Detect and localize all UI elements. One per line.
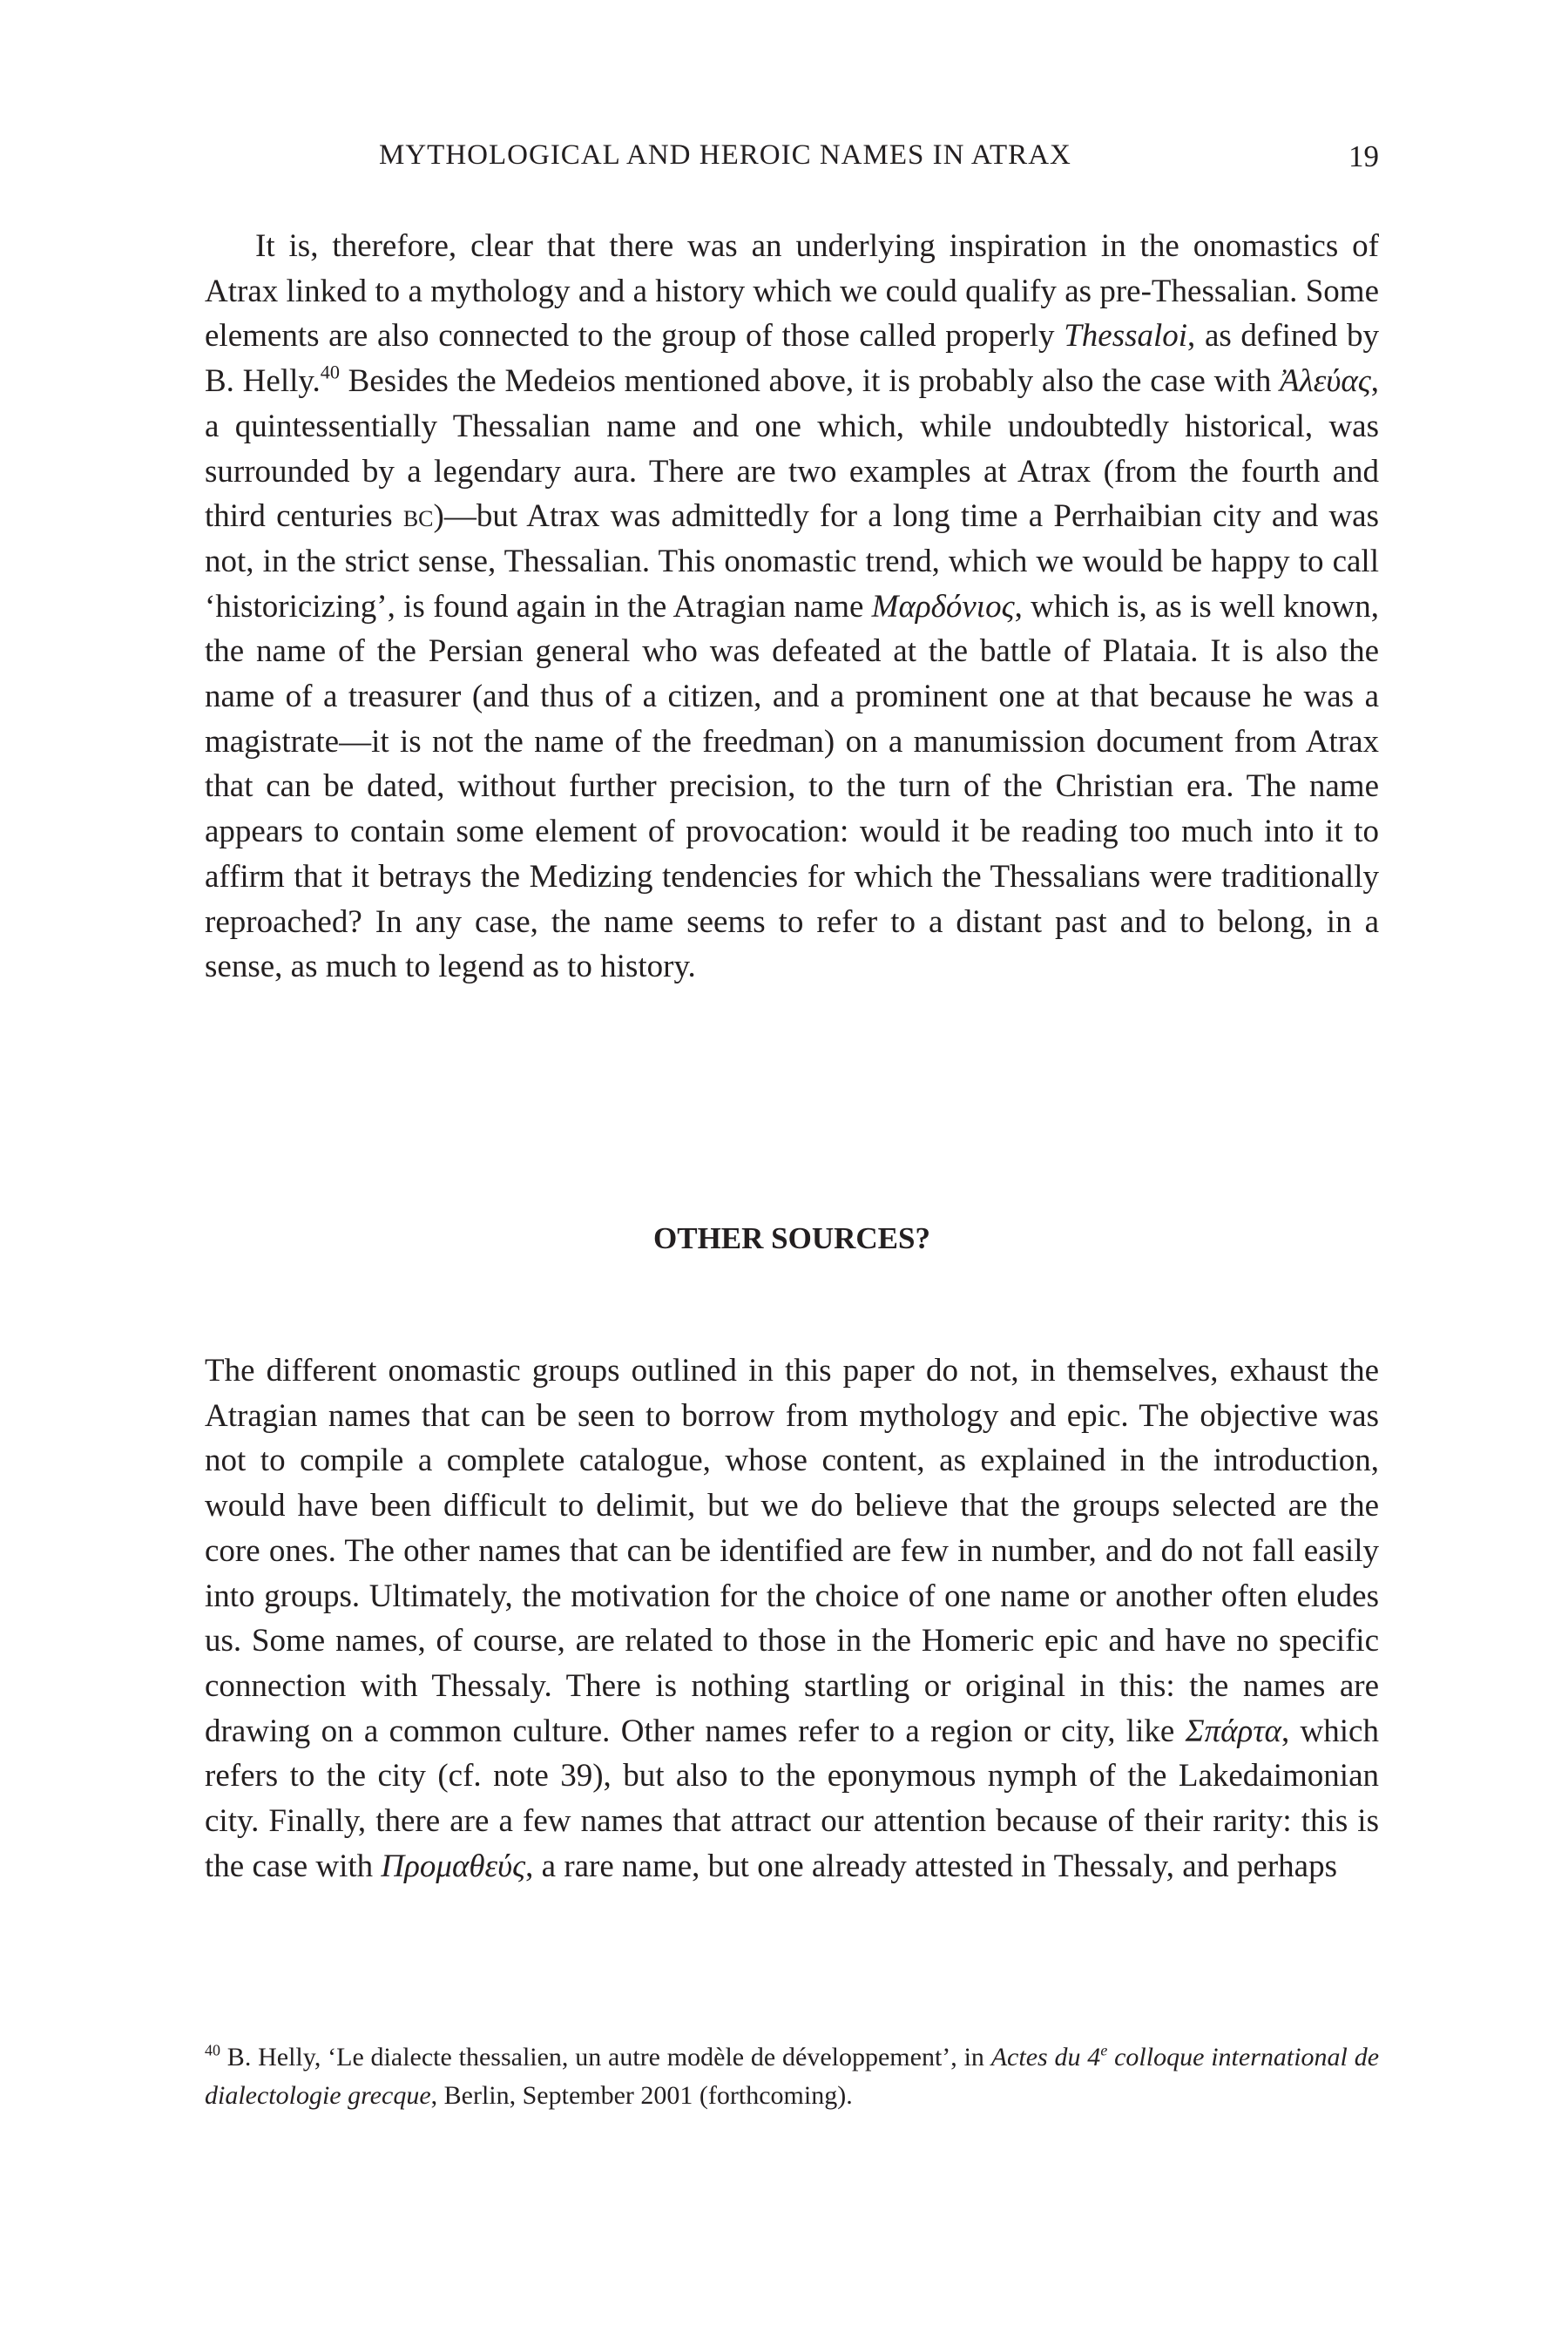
term-thessaloi: Thessaloi — [1064, 318, 1188, 355]
footnote-number: 40 — [205, 2041, 220, 2059]
running-head — [205, 139, 1379, 179]
citation-superscript: e — [1100, 2041, 1108, 2059]
text-run: It is, therefore, clear that there was an underlying inspiration in the onomastics of Atrax linked to a mythology and a history which we could qualify as pre-Thessalian. Some elements are also connected to the group of those called properly — [205, 228, 1379, 355]
text-run: , as defined by B. Helly. — [205, 318, 1379, 400]
text-run: , Berlin, September 2001 (forthcoming). — [430, 2081, 853, 2110]
body-section-1 — [205, 224, 1379, 990]
section-heading: OTHER SOURCES? — [653, 1221, 930, 1255]
body-section-2 — [205, 1348, 1379, 1889]
era-abbreviation-bc: bc — [402, 498, 434, 535]
paragraph-historicizing-names — [205, 224, 1379, 990]
citation-title-part: colloque international de dialectologie grecque — [205, 2043, 1380, 2110]
paragraph-other-sources — [205, 1348, 1379, 1889]
greek-name-mardonios: Μαρδόνιος — [871, 588, 1015, 625]
greek-name-promatheus: Προμαθεύς — [381, 1848, 526, 1884]
text-run: Besides the Medeios mentioned above, it is probably also the case with — [339, 363, 1281, 400]
text-run: , a quintessentially Thessalian name and one which, while undoubtedly historical, was surrounded by a legendary aura. There are two examples at Atrax (from the fourth and third centuries — [205, 363, 1380, 535]
text-run: , a rare name, but one already attested in Thessaly, and perhaps — [525, 1848, 1337, 1884]
footnote-40 — [205, 2038, 1379, 2115]
text-run: )—but Atrax was admittedly for a long time a Perrhaibian city and was not, in the strict sense, Thessalian. This onomastic trend, which we would be happy to call ‘historicizing’, is found again in the Atragian name — [205, 498, 1379, 625]
citation-title-part: Actes du 4 — [990, 2043, 1101, 2072]
greek-name-aleuas: Ἀλεύας — [1280, 363, 1371, 400]
footnote-ref-40[interactable]: 40 — [320, 361, 340, 383]
text-run: The different onomastic groups outlined in this paper do not, in themselves, exhaust the Atragian names that can be seen to borrow from mythology and epic. The objective was not to compile a complete catalogue, whose content, as explained in the introduction, would have been difficult to delimit, but we do believe that the groups selected are the core ones. The other names that can be identified are few in number, and do not fall easily into groups. Ultimately, the motivation for the choice of one name or another often eludes us. Some names, of course, are related to those in the Homeric epic and have no specific connection with Thessaly. There is nothing startling or original in this: the names are drawing on a common culture. Other names refer to a region or city, like — [205, 1353, 1379, 1749]
text-run: , which refers to the city (cf. note 39), but also to the eponymous nymph of the Lakedaimonian city. Finally, there are a few names that attract our attention because of their rarity: this is the case with — [205, 1713, 1379, 1884]
text-run: , which is, as is well known, the name of the Persian general who was defeated at the battle of Plataia. It is also the name of a treasurer (and thus of a citizen, and a prominent one at that because he was a magistrate—it is not the name of the freedman) on a manumission document from Atrax that can be dated, without further precision, to the turn of the Christian era. The name appears to contain some element of provocation: would it be reading too much into it to affirm that it betrays the Medizing tendencies for which the Thessalians were traditionally reproached? In any case, the name seems to refer to a distant past and to belong, in a sense, as much to legend as to history. — [205, 588, 1379, 985]
running-title: MYTHOLOGICAL AND HEROIC NAMES IN ATRAX — [379, 139, 1071, 171]
text-run: B. Helly, ‘Le dialecte thessalien, un autre modèle de développement’, in — [220, 2043, 991, 2072]
greek-name-sparta: Σπάρτα — [1185, 1713, 1281, 1749]
page-number: 19 — [1348, 139, 1379, 173]
